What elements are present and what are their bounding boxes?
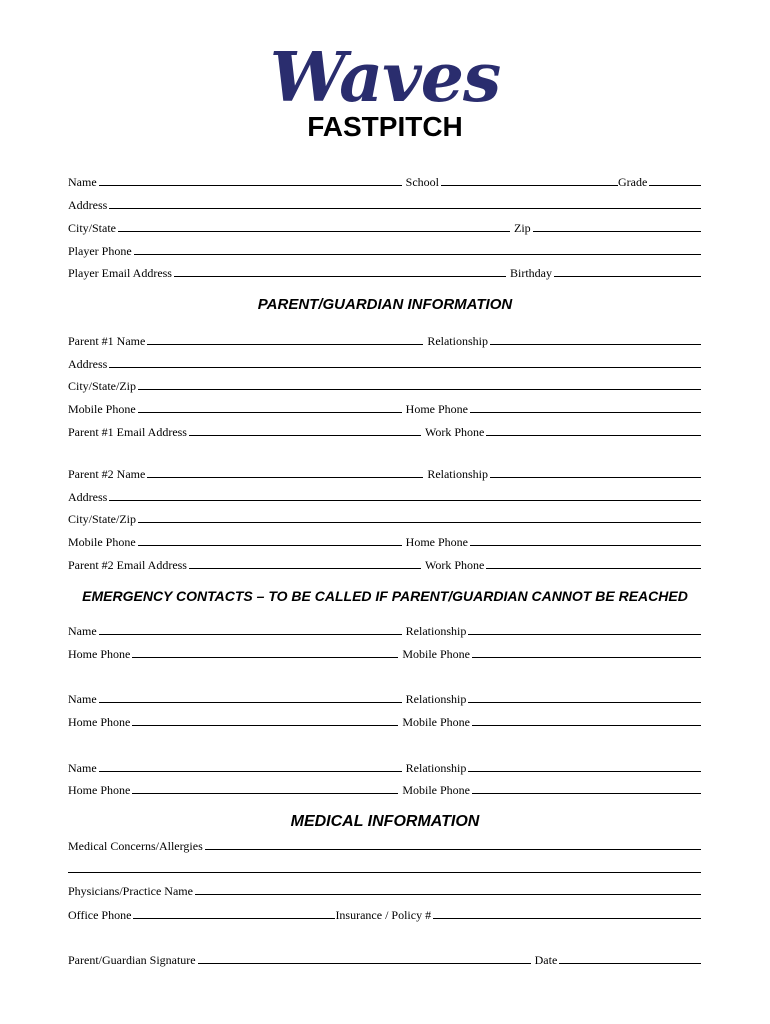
emergency-home-label: Home Phone: [68, 715, 131, 729]
logo-subtitle: FASTPITCH: [307, 111, 463, 142]
emergency-relationship-label: Relationship: [405, 624, 467, 638]
parent1-work-label: Work Phone: [424, 425, 485, 439]
parent2-address-field[interactable]: [109, 489, 701, 501]
insurance-label: Insurance / Policy #: [335, 908, 432, 922]
parent1-email-row: [68, 423, 701, 439]
player-email-row: [68, 264, 701, 280]
parent2-email-label: Parent #2 Email Address: [68, 558, 187, 572]
parent1-mobile-field[interactable]: [138, 401, 402, 413]
emergency-home-label: Home Phone: [68, 647, 131, 661]
medical-concerns-label: Medical Concerns/Allergies: [68, 839, 203, 853]
grade-label: Grade: [618, 175, 648, 189]
emergency-home-label: Home Phone: [68, 783, 131, 797]
parent1-city-row: [68, 377, 701, 393]
player-email-field[interactable]: [174, 265, 506, 277]
medical-information-heading: MEDICAL INFORMATION: [290, 813, 480, 830]
parent1-home-label: Home Phone: [405, 402, 468, 416]
parent2-address-label: Address: [68, 490, 108, 504]
player-email-label: Player Email Address: [68, 266, 172, 280]
medical-concerns-continued-row: [68, 860, 701, 876]
emergency-mobile-field[interactable]: [472, 714, 701, 726]
emergency-relationship-label: Relationship: [405, 692, 467, 706]
player-name-field[interactable]: [99, 174, 402, 186]
parent1-address-row: [68, 355, 701, 371]
office-phone-field[interactable]: [133, 907, 335, 919]
player-address-label: Address: [68, 198, 108, 212]
zip-field[interactable]: [533, 220, 701, 232]
emergency-home-field[interactable]: [132, 782, 398, 794]
parent2-name-label: Parent #2 Name: [68, 467, 146, 481]
player-phone-field[interactable]: [134, 243, 701, 255]
school-field[interactable]: [441, 174, 618, 186]
waves-fastpitch-logo: [0, 38, 770, 148]
parent2-city-label: City/State/Zip: [68, 512, 136, 526]
parent2-name-row: [68, 465, 701, 481]
parent2-relationship-field[interactable]: [490, 466, 701, 478]
emergency-name-label: Name: [68, 692, 97, 706]
signature-row: [68, 951, 701, 967]
parent2-mobile-field[interactable]: [138, 534, 402, 546]
parent1-relationship-label: Relationship: [427, 334, 488, 348]
parent2-city-field[interactable]: [138, 511, 701, 523]
physician-row: [68, 882, 701, 898]
player-address-field[interactable]: [109, 197, 701, 209]
emergency-contacts-heading: EMERGENCY CONTACTS – TO BE CALLED IF PARENT/GUARDIAN CANNOT BE REACHED: [82, 588, 688, 604]
date-label: Date: [534, 953, 558, 967]
emergency-relationship-field[interactable]: [468, 691, 701, 703]
office-insurance-row: [68, 906, 701, 922]
parent1-mobile-label: Mobile Phone: [68, 402, 136, 416]
parent2-home-label: Home Phone: [405, 535, 468, 549]
parent2-mobile-label: Mobile Phone: [68, 535, 136, 549]
emergency-contact-phone-row: [68, 645, 701, 661]
parent1-relationship-field[interactable]: [490, 333, 701, 345]
emergency-name-label: Name: [68, 761, 97, 775]
emergency-mobile-label: Mobile Phone: [402, 647, 470, 661]
parent2-name-field[interactable]: [147, 466, 423, 478]
parent1-email-label: Parent #1 Email Address: [68, 425, 187, 439]
birthday-field[interactable]: [554, 265, 701, 277]
parent1-city-field[interactable]: [138, 378, 701, 390]
parent1-city-label: City/State/Zip: [68, 379, 136, 393]
logo-script-text: Waves: [269, 38, 501, 118]
parent1-name-row: [68, 332, 701, 348]
parent2-address-row: [68, 488, 701, 504]
emergency-mobile-label: Mobile Phone: [402, 783, 470, 797]
birthday-label: Birthday: [509, 266, 552, 280]
emergency-mobile-field[interactable]: [472, 646, 701, 658]
signature-label: Parent/Guardian Signature: [68, 953, 196, 967]
player-name-row: [68, 173, 701, 189]
parent2-relationship-label: Relationship: [427, 467, 488, 481]
emergency-contact-name-row: [68, 690, 701, 706]
emergency-mobile-field[interactable]: [472, 782, 701, 794]
parent1-email-field[interactable]: [189, 424, 421, 436]
emergency-name-field[interactable]: [99, 760, 402, 772]
grade-field[interactable]: [649, 174, 701, 186]
medical-concerns-field-continued[interactable]: [68, 861, 701, 873]
parent2-city-row: [68, 510, 701, 526]
parent2-work-field[interactable]: [486, 557, 701, 569]
signature-field[interactable]: [198, 952, 531, 964]
parent2-email-row: [68, 556, 701, 572]
emergency-name-field[interactable]: [99, 691, 402, 703]
date-field[interactable]: [559, 952, 701, 964]
parent2-phone-row: [68, 533, 701, 549]
parent1-home-field[interactable]: [470, 401, 701, 413]
emergency-contact-phone-row: [68, 713, 701, 729]
emergency-relationship-field[interactable]: [468, 623, 701, 635]
player-phone-row: [68, 242, 701, 258]
emergency-contact-phone-row: [68, 781, 701, 797]
emergency-relationship-field[interactable]: [468, 760, 701, 772]
parent1-name-field[interactable]: [147, 333, 423, 345]
medical-concerns-row: [68, 837, 701, 853]
parent1-phone-row: [68, 400, 701, 416]
insurance-field[interactable]: [433, 907, 701, 919]
zip-label: Zip: [514, 221, 531, 235]
physician-field[interactable]: [195, 883, 701, 895]
parent2-email-field[interactable]: [189, 557, 421, 569]
player-name-label: Name: [68, 175, 97, 189]
player-address-row: [68, 196, 701, 212]
medical-concerns-field[interactable]: [205, 838, 701, 850]
physician-label: Physicians/Practice Name: [68, 884, 193, 898]
emergency-name-label: Name: [68, 624, 97, 638]
office-phone-label: Office Phone: [68, 908, 132, 922]
parent1-address-label: Address: [68, 357, 108, 371]
emergency-home-field[interactable]: [132, 714, 398, 726]
parent-guardian-heading: PARENT/GUARDIAN INFORMATION: [257, 296, 513, 313]
emergency-relationship-label: Relationship: [405, 761, 467, 775]
school-label: School: [405, 175, 439, 189]
player-phone-label: Player Phone: [68, 244, 132, 258]
player-city-row: [68, 219, 701, 235]
emergency-mobile-label: Mobile Phone: [402, 715, 470, 729]
emergency-contact-name-row: [68, 759, 701, 775]
parent1-work-field[interactable]: [486, 424, 701, 436]
parent1-name-label: Parent #1 Name: [68, 334, 146, 348]
parent1-address-field[interactable]: [109, 356, 701, 368]
parent2-home-field[interactable]: [470, 534, 701, 546]
emergency-home-field[interactable]: [132, 646, 398, 658]
parent2-work-label: Work Phone: [424, 558, 485, 572]
emergency-name-field[interactable]: [99, 623, 402, 635]
emergency-contact-name-row: [68, 622, 701, 638]
city-state-field[interactable]: [118, 220, 510, 232]
city-state-label: City/State: [68, 221, 116, 235]
